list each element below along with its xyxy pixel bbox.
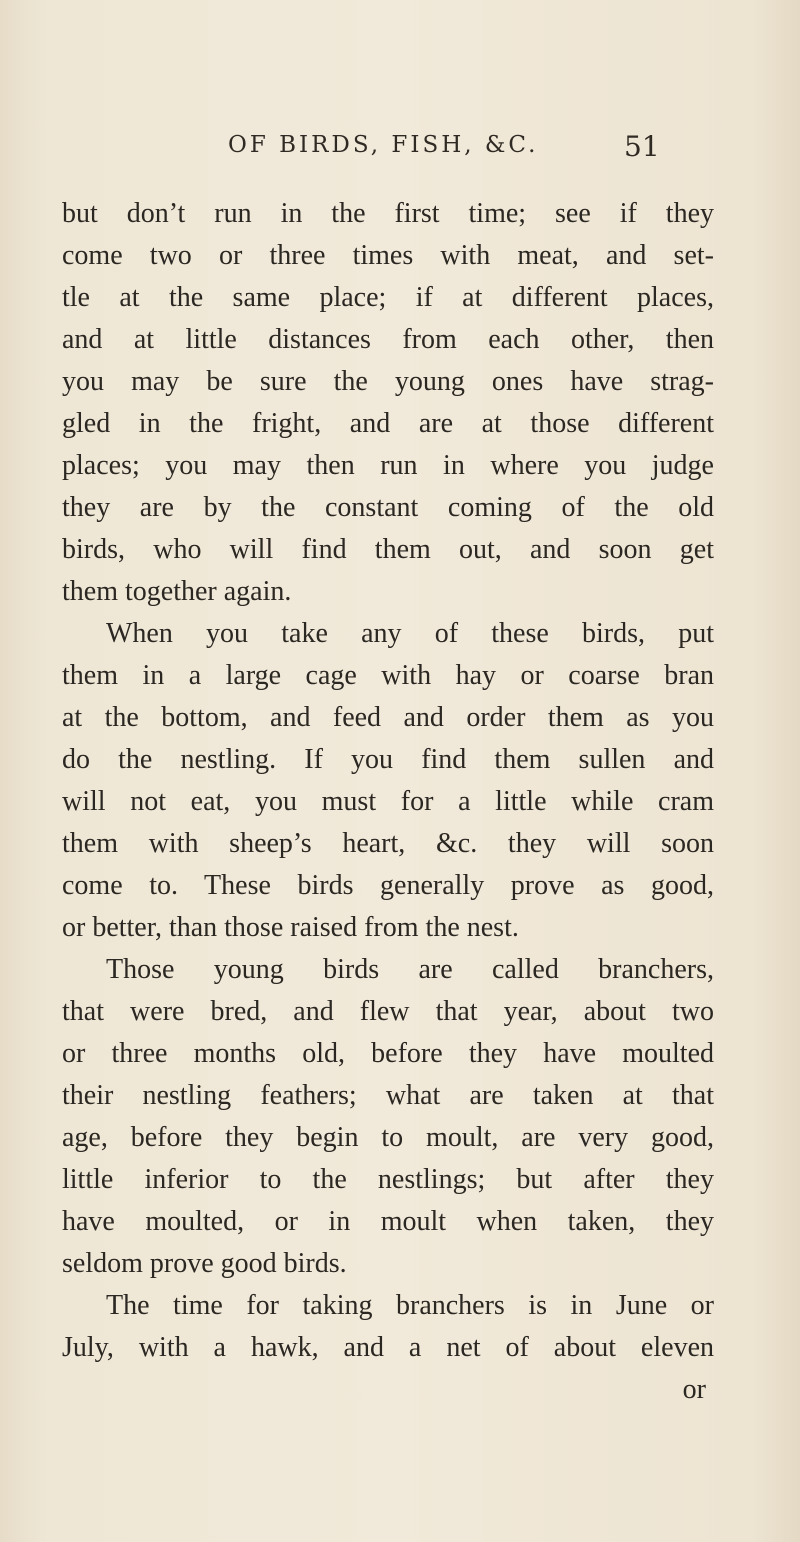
text-line: The time for taking branchers is in June or (106, 1290, 714, 1321)
text-line: or three months old, before they have moulted (62, 1038, 714, 1069)
text-line: When you take any of these birds, put (106, 618, 714, 649)
text-line: but don’t run in the first time; see if they (62, 198, 714, 229)
text-line: at the bottom, and feed and order them as you (62, 702, 714, 733)
text-line: them together again. (62, 576, 292, 607)
text-line: that were bred, and flew that year, about two (62, 996, 714, 1027)
page-number: 51 (624, 130, 660, 163)
text-line: tle at the same place; if at different places, (62, 282, 714, 313)
text-line: them in a large cage with hay or coarse bran (62, 660, 714, 691)
text-line: they are by the constant coming of the old (62, 492, 714, 523)
text-line: come two or three times with meat, and set- (62, 240, 714, 271)
text-line: have moulted, or in moult when taken, they (62, 1206, 714, 1237)
text-line: places; you may then run in where you judge (62, 450, 714, 481)
text-line: you may be sure the young ones have strag- (62, 366, 714, 397)
text-line: birds, who will find them out, and soon get (62, 534, 714, 565)
text-line: their nestling feathers; what are taken at that (62, 1080, 714, 1111)
running-title: OF BIRDS, FISH, &C. (228, 132, 539, 158)
text-line: or better, than those raised from the nest. (62, 912, 519, 943)
running-head (0, 130, 800, 180)
text-line: come to. These birds generally prove as good, (62, 870, 714, 901)
text-line: and at little distances from each other, then (62, 324, 714, 355)
text-line: age, before they begin to moult, are very good, (62, 1122, 714, 1153)
text-line: will not eat, you must for a little while cram (62, 786, 714, 817)
text-line: Those young birds are called branchers, (106, 954, 714, 985)
text-line: do the nestling. If you find them sullen and (62, 744, 714, 775)
text-line: gled in the fright, and are at those different (62, 408, 714, 439)
text-line: July, with a hawk, and a net of about eleven (62, 1332, 714, 1363)
text-line: seldom prove good birds. (62, 1248, 347, 1279)
text-line: little inferior to the nestlings; but after they (62, 1164, 714, 1195)
body-text (62, 193, 714, 1411)
catchword: or (682, 1374, 706, 1405)
text-line: them with sheep’s heart, &c. they will soon (62, 828, 714, 859)
